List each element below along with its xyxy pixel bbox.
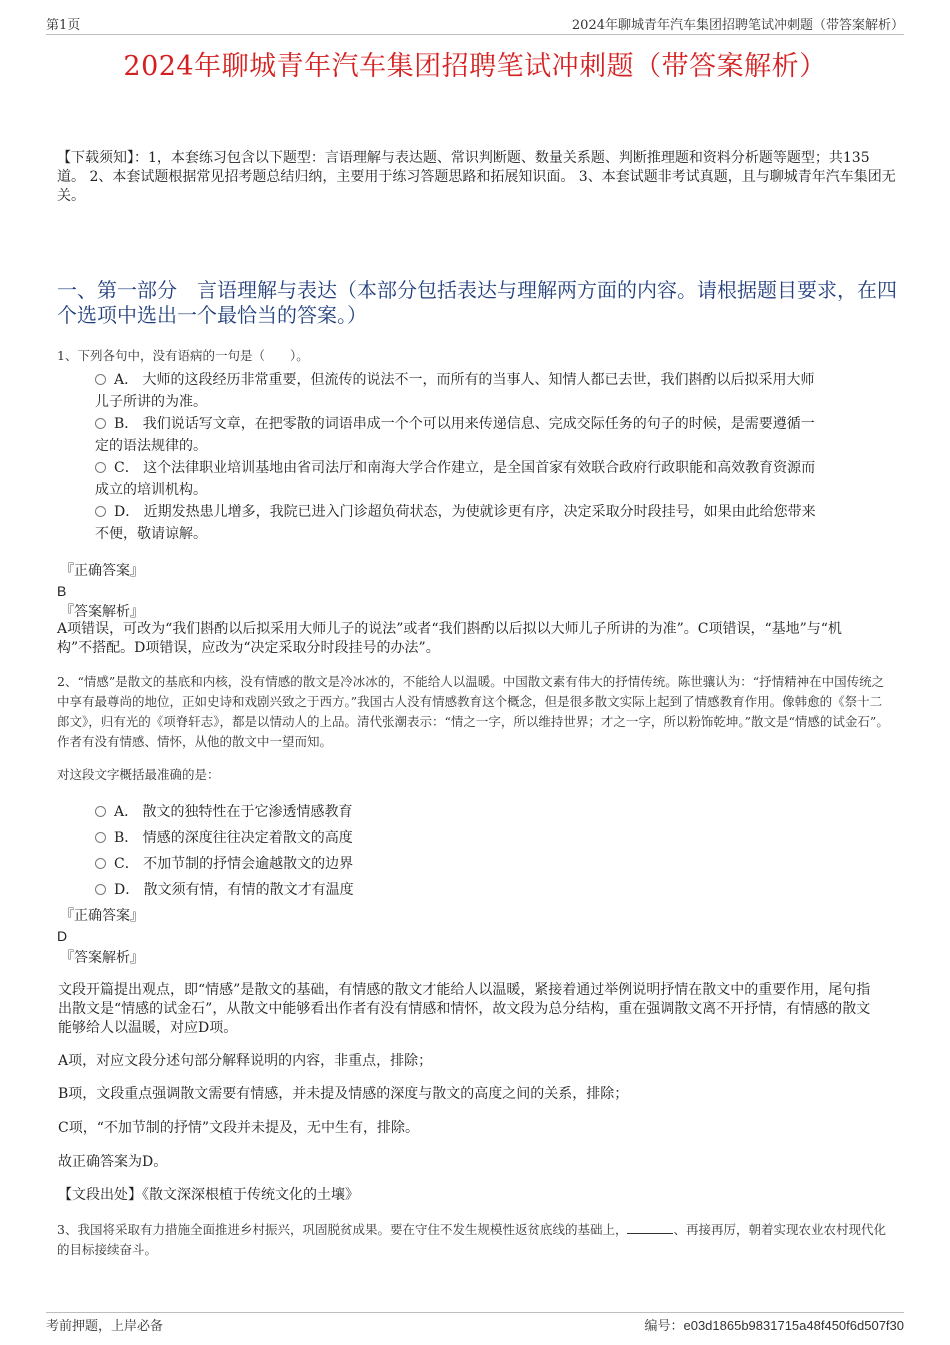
radio-icon[interactable] xyxy=(95,858,106,869)
question-2-analysis-c: C项，“不加节制的抒情”文段并未提及，无中生有，排除。 xyxy=(58,1120,420,1136)
page-number: 第1页 xyxy=(46,18,81,33)
footer-slogan: 考前押题，上岸必备 xyxy=(46,1319,164,1334)
question-2-source: 【文段出处】《散文深深根植于传统文化的土壤》 xyxy=(58,1187,359,1203)
download-notice: 【下载须知】：1，本套练习包含以下题型：言语理解与表达题、常识判断题、数量关系题、判断推理题和资料分析题等题型；共135道。 2、本套试题根据常见招考题总结归纳，主要用于练习答题思路和拓展知识面。 3、本套试题非考试真题，且与聊城青年汽车集团无关。 xyxy=(57,150,896,204)
question-2-option-b[interactable]: B． 情感的深度往往决定着散文的高度 xyxy=(95,827,890,849)
question-2-option-c[interactable]: C． 不加节制的抒情会逾越散文的边界 xyxy=(95,853,890,875)
radio-icon[interactable] xyxy=(95,884,106,895)
question-1-option-a[interactable]: A． 大师的这段经历非常重要，但流传的说法不一，而所有的当事人、知情人都已去世，我们斟酌以后拟采用大师 xyxy=(95,369,890,391)
section-heading: 一、第一部分 言语理解与表达（本部分包括表达与理解两方面的内容。请根据题目要求，在四个选项中选出一个最恰当的答案。） xyxy=(57,278,897,327)
radio-icon[interactable] xyxy=(95,418,106,429)
header-doc-title: 2024年聊城青年汽车集团招聘笔试冲刺题（带答案解析） xyxy=(571,18,904,33)
question-1-analysis: A项错误，可改为“我们斟酌以后拟采用大师儿子的说法”或者“我们斟酌以后拟以大师儿子所讲的为准”。C项错误，“基地”与“机构”不搭配。D项错误，应改为“决定采取分时段挂号的办法”。 xyxy=(57,621,842,656)
question-1-option-c[interactable]: C． 这个法律职业培训基地由省司法厅和南海大学合作建立，是全国首家有效联合政府行政职能和高效教育资源而 xyxy=(95,457,890,479)
question-2-conclusion: 故正确答案为D。 xyxy=(58,1154,168,1170)
analysis-label: 『答案解析』 xyxy=(60,604,144,620)
question-1-stem: 1、下列各句中，没有语病的一句是（ ）。 xyxy=(57,348,309,363)
question-2-prompt: 对这段文字概括最准确的是： xyxy=(57,767,220,782)
question-1-option-a-cont: 儿子所讲的为准。 xyxy=(95,394,207,410)
document-code: 编号：e03d1865b9831715a48f450f6d507f30 xyxy=(644,1318,904,1334)
question-2-answer: D xyxy=(57,928,68,944)
correct-answer-label: 『正确答案』 xyxy=(60,908,144,924)
document-title: 2024年聊城青年汽车集团招聘笔试冲刺题（带答案解析） xyxy=(123,51,827,82)
radio-icon[interactable] xyxy=(95,374,106,385)
question-1-option-b[interactable]: B． 我们说话写文章，在把零散的词语串成一个个可以用来传递信息、完成交际任务的句子的时候，是需要遵循一 xyxy=(95,413,890,435)
question-1-option-d-cont: 不便，敬请谅解。 xyxy=(95,526,207,542)
radio-icon[interactable] xyxy=(95,506,106,517)
question-1-answer: B xyxy=(57,583,67,599)
question-2-analysis-b: B项，文段重点强调散文需要有情感，并未提及情感的深度与散文的高度之间的关系，排除； xyxy=(58,1086,629,1102)
page-footer xyxy=(46,1312,904,1333)
question-2-analysis-summary: 文段开篇提出观点，即“情感”是散文的基础，有情感的散文才能给人以温暖，紧接着通过举例说明抒情在散文中的重要作用，尾句指出散文是“情感的试金石”，从散文中能够看出作者有没有情感和情怀，故文段为总分结构，重在强调散文离不开抒情，有情感的散文能够给人以温暖，对应D项。 xyxy=(58,982,871,1036)
fill-blank xyxy=(627,1221,673,1234)
question-2-analysis-a: A项，对应文段分述句部分解释说明的内容，非重点，排除； xyxy=(58,1053,433,1069)
question-1-option-c-cont: 成立的培训机构。 xyxy=(95,482,207,498)
radio-icon[interactable] xyxy=(95,462,106,473)
radio-icon[interactable] xyxy=(95,806,106,817)
correct-answer-label: 『正确答案』 xyxy=(60,563,144,579)
question-3-stem: 3、我国将采取有力措施全面推进乡村振兴，巩固脱贫成果。要在守住不发生规模性返贫底线的基础上， 、再接再厉，朝着实现农业农村现代化的目标接续奋斗。 xyxy=(57,1222,886,1257)
page-header xyxy=(46,14,904,35)
question-2-option-d[interactable]: D． 散文须有情，有情的散文才有温度 xyxy=(95,879,890,901)
question-1-option-d[interactable]: D． 近期发热患儿增多，我院已进入门诊超负荷状态，为使就诊更有序，决定采取分时段挂号，如果由此给您带来 xyxy=(95,501,890,523)
question-2-option-a[interactable]: A． 散文的独特性在于它渗透情感教育 xyxy=(95,801,890,823)
question-2-stem: 2、“情感”是散文的基底和内核，没有情感的散文是冷冰冰的，不能给人以温暖。中国散文素有伟大的抒情传统。陈世骧认为：“抒情精神在中国传统之中享有最尊尚的地位，正如史诗和戏剧兴致之于西方。”我国古人没有情感教育这个概念，但是很多散文实际上起到了情感教育作用。像韩愈的《祭十二郎文》，归有光的《项脊轩志》，都是以情动人的上品。清代张潮表示：“情之一字，所以维持世界；才之一字，所以粉饰乾坤。”散文是“情感的试金石”。作者有没有情感、情怀，从他的散文中一望而知。 xyxy=(57,674,889,749)
question-1-option-b-cont: 定的语法规律的。 xyxy=(95,438,207,454)
radio-icon[interactable] xyxy=(95,832,106,843)
analysis-label: 『答案解析』 xyxy=(60,950,144,966)
